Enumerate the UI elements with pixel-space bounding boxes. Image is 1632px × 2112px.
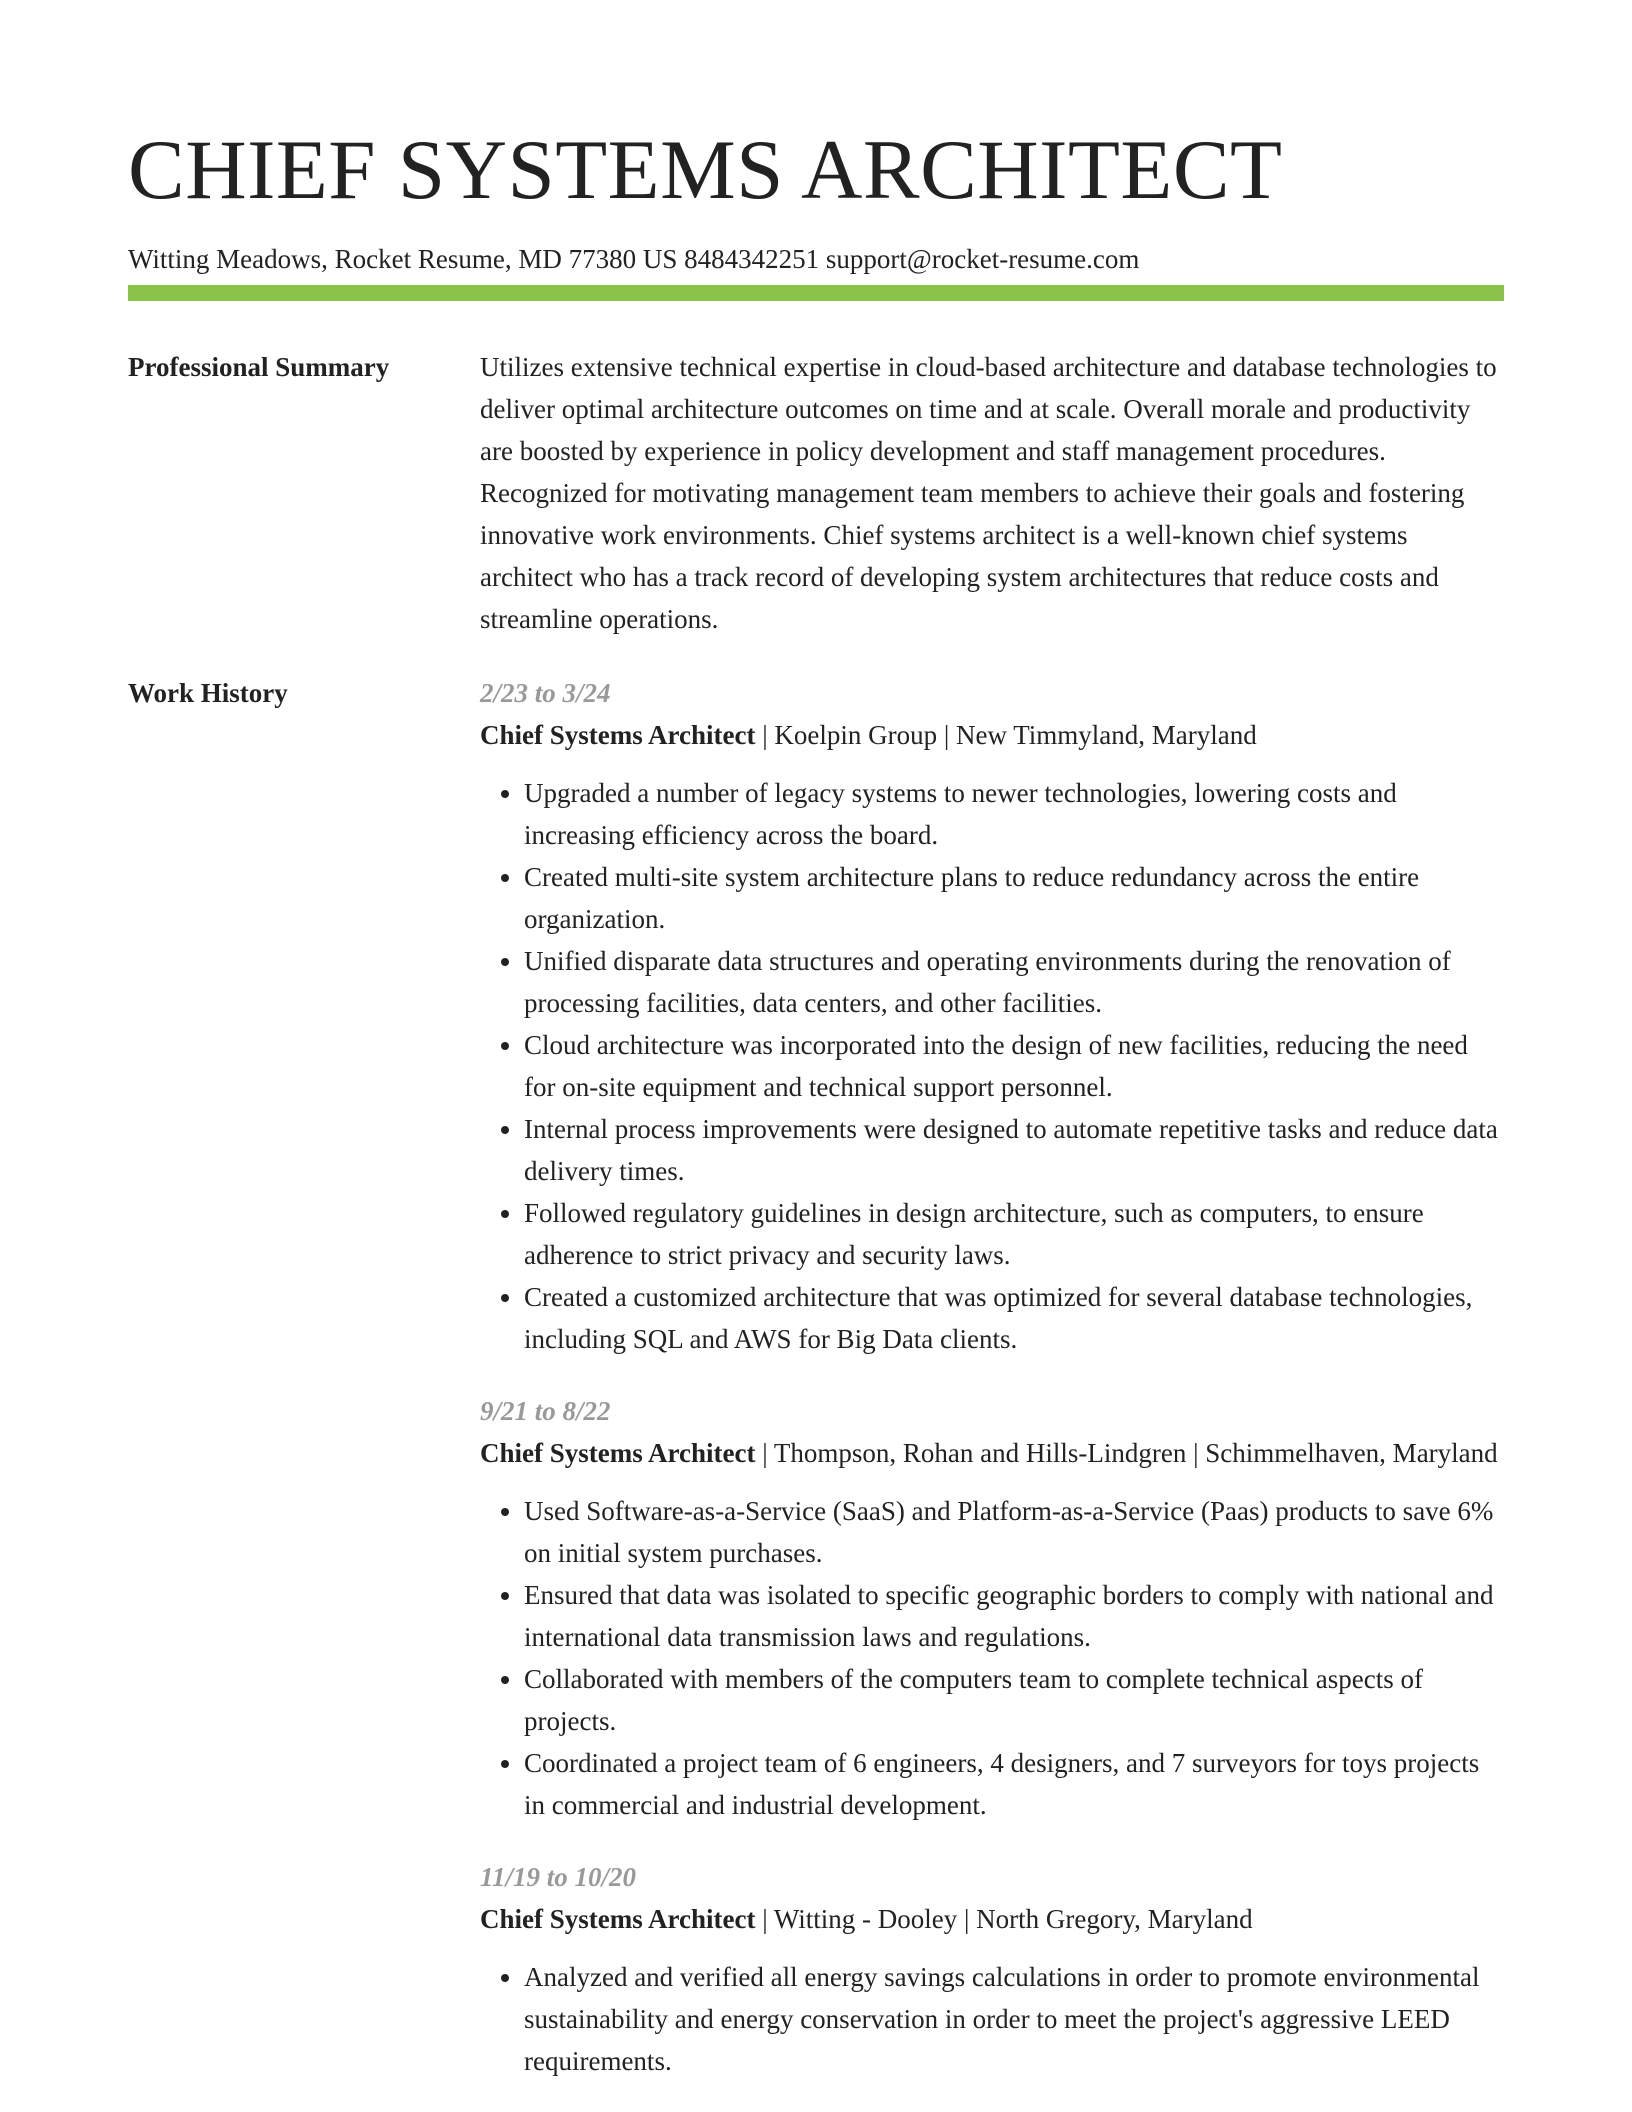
job-title-line [480,1432,1504,1474]
job-bullet: • Coordinated a project team of 6 engineers, 4 designers, and 7 surveyors for toys projects in commercial and industrial development. [524,1742,1504,1826]
summary-label: Professional Summary [128,352,390,382]
job-bullet-list [480,772,1504,1360]
job-entry [480,1856,1504,2082]
job-bullet: • Unified disparate data structures and operating environments during the renovation of processing facilities, data centers, and other facilities. [524,940,1504,1024]
summary-body [480,346,1504,640]
contact-info: Witting Meadows, Rocket Resume, MD 77380 US 8484342251 support@rocket-resume.com [128,244,1140,274]
work-history-label: Work History [128,678,288,708]
summary-text: Utilizes extensive technical expertise in cloud-based architecture and database technologies to deliver optimal architecture outcomes on time and at scale. Overall morale and productivity are boosted by experience in policy development and staff management procedures. Recognized for motivating management team members to achieve their goals and fostering innovative work environments. Chief systems architect is a well-known chief systems architect who has a track record of developing system architectures that reduce costs and streamline operations. [480,352,1497,634]
job-bullet: • Followed regulatory guidelines in design architecture, such as computers, to ensure adherence to strict privacy and security laws. [524,1192,1504,1276]
accent-divider [128,285,1504,301]
job-bullet: • Created a customized architecture that was optimized for several database technologies, including SQL and AWS for Big Data clients. [524,1276,1504,1360]
job-title: Chief Systems Architect [480,1438,756,1468]
job-title-line [480,714,1504,756]
job-dates: 2/23 to 3/24 [480,678,611,708]
work-history-body [480,672,1504,2112]
job-bullet: • Upgraded a number of legacy systems to newer technologies, lowering costs and increasing efficiency across the board. [524,772,1504,856]
job-details: | Thompson, Rohan and Hills-Lindgren | Schimmelhaven, Maryland [755,1438,1498,1468]
resume-name: CHIEF SYSTEMS ARCHITECT [128,123,1283,217]
job-title: Chief Systems Architect [480,1904,756,1934]
job-bullet: • Created multi-site system architecture plans to reduce redundancy across the entire organization. [524,856,1504,940]
job-bullet: • Used Software-as-a-Service (SaaS) and Platform-as-a-Service (Paas) products to save 6% on initial system purchases. [524,1490,1504,1574]
job-bullet: • Cloud architecture was incorporated into the design of new facilities, reducing the need for on-site equipment and technical support personnel. [524,1024,1504,1108]
job-details: | Koelpin Group | New Timmyland, Maryland [755,720,1257,750]
job-entry [480,1390,1504,1826]
job-title-line [480,1898,1504,1940]
job-dates: 11/19 to 10/20 [480,1862,637,1892]
job-title: Chief Systems Architect [480,720,756,750]
job-bullet-list [480,1956,1504,2082]
job-details: | Witting - Dooley | North Gregory, Maryland [755,1904,1253,1934]
job-bullet: • Ensured that data was isolated to specific geographic borders to comply with national and international data transmission laws and regulations. [524,1574,1504,1658]
job-bullet: • Internal process improvements were designed to automate repetitive tasks and reduce data delivery times. [524,1108,1504,1192]
job-entry [480,672,1504,1360]
job-bullet-list [480,1490,1504,1826]
resume-header [128,118,1504,277]
job-bullet: • Analyzed and verified all energy savings calculations in order to promote environmental sustainability and energy conservation in order to meet the project's aggressive LEED requirements. [524,1956,1504,2082]
job-bullet: • Collaborated with members of the computers team to complete technical aspects of projects. [524,1658,1504,1742]
job-dates: 9/21 to 8/22 [480,1396,611,1426]
